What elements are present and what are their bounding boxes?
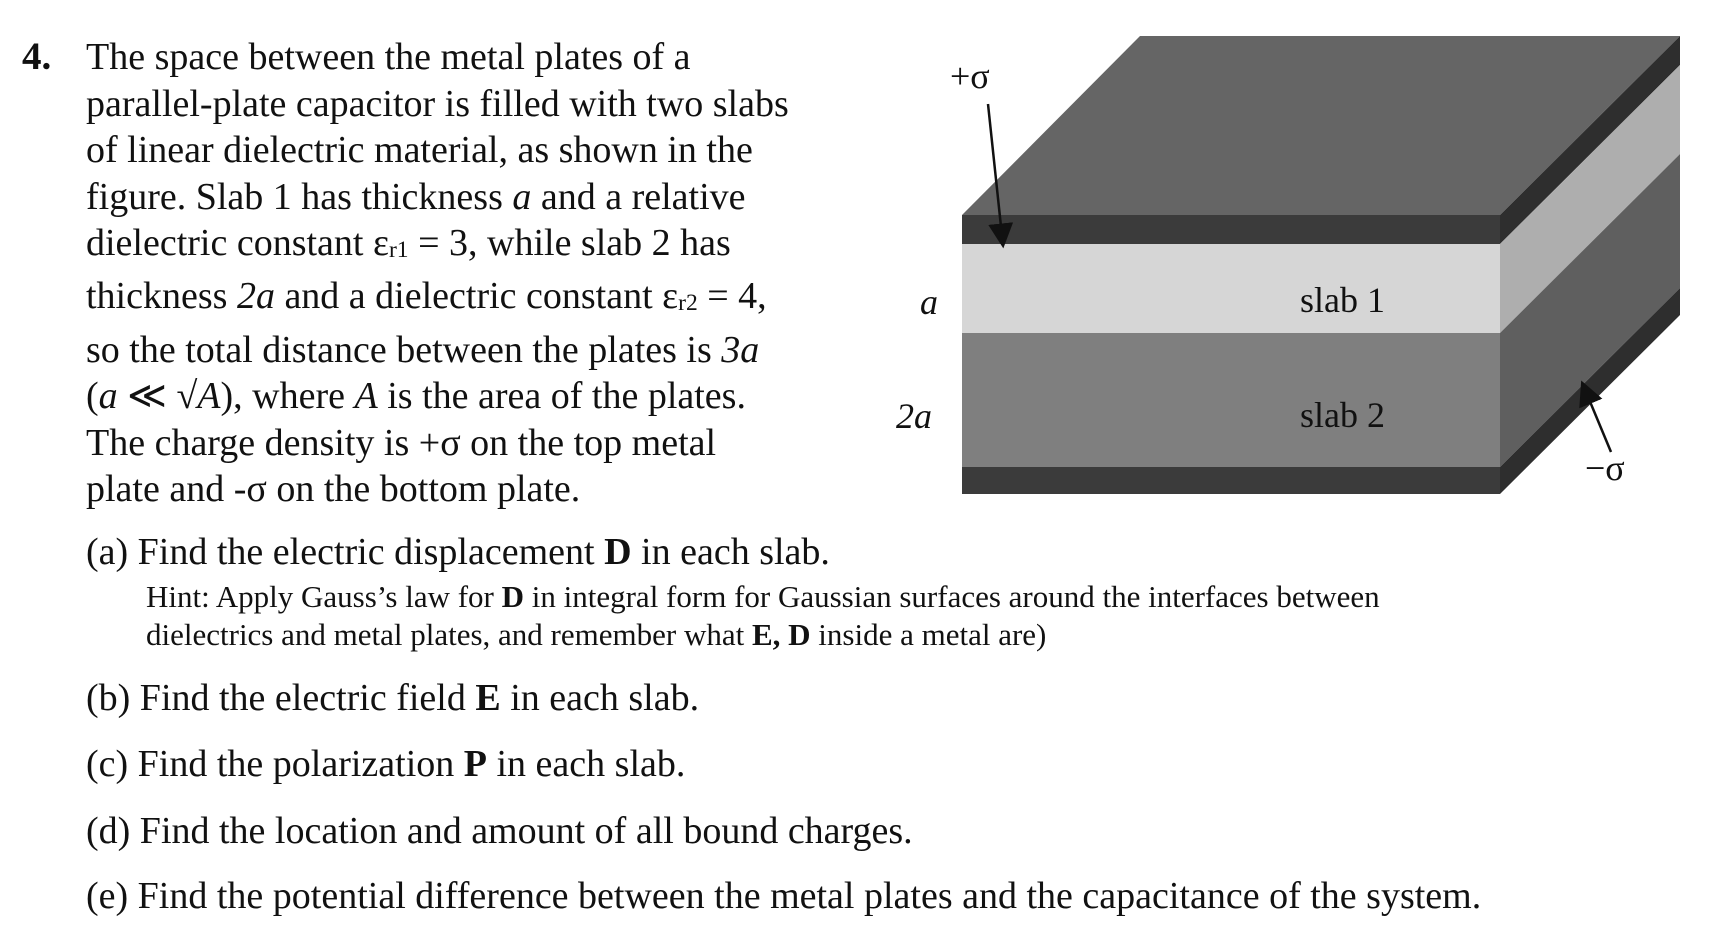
intro-line-2: parallel-plate capacitor is filled with two slabs bbox=[86, 82, 789, 125]
subscript-r1: r1 bbox=[388, 236, 409, 263]
hint-line-2-prefix: dielectrics and metal plates, and remember what bbox=[146, 617, 752, 652]
intro-line-1: The space between the metal plates of a bbox=[86, 36, 691, 78]
hint-line-2 bbox=[146, 616, 1380, 654]
thickness-2a-label: 2a bbox=[896, 396, 932, 436]
intro-line-5-text-a: dielectric constant ε bbox=[86, 222, 389, 264]
part-a-hint bbox=[146, 578, 1380, 654]
intro-line-6-text-c: = 4, bbox=[697, 275, 767, 318]
problem-number: 4. bbox=[22, 35, 52, 78]
part-b-suffix: in each slab. bbox=[500, 677, 700, 719]
part-d: (d) Find the location and amount of all bound charges. bbox=[86, 810, 913, 852]
slab2-label: slab 2 bbox=[1300, 395, 1385, 435]
much-less-sqrt: ≪ √ bbox=[117, 375, 198, 418]
subscript-r2: r2 bbox=[678, 290, 698, 317]
intro-var-A: A bbox=[354, 375, 378, 418]
part-a bbox=[86, 530, 830, 574]
intro-var-a-2: a bbox=[98, 375, 118, 418]
part-e: (e) Find the potential difference between the metal plates and the capacitance of the system. bbox=[86, 875, 1482, 917]
intro-line-4-text-b: and a relative bbox=[531, 175, 746, 218]
slab1-front bbox=[962, 244, 1500, 333]
slab2-front bbox=[962, 333, 1500, 467]
part-b-symbol: E bbox=[475, 677, 501, 719]
part-a-symbol: D bbox=[604, 531, 632, 573]
intro-var-a: a bbox=[512, 175, 532, 218]
part-a-suffix: in each slab. bbox=[631, 531, 830, 573]
intro-line-6-text-b: and a dielectric constant ε bbox=[274, 275, 679, 318]
intro-line-7-text: so the total distance between the plates is bbox=[86, 328, 722, 371]
part-c bbox=[86, 742, 685, 786]
top-plate-front bbox=[962, 215, 1500, 244]
part-c-suffix: in each slab. bbox=[487, 743, 686, 785]
paren-open: ( bbox=[86, 375, 99, 418]
hint-line-1-prefix: Hint: Apply Gauss’s law for bbox=[146, 579, 502, 614]
part-c-symbol: P bbox=[463, 743, 487, 785]
intro-var-2a: 2a bbox=[236, 275, 275, 318]
intro-line-4-text-a: figure. Slab 1 has thickness bbox=[86, 175, 513, 218]
bottom-plate-front bbox=[962, 467, 1500, 494]
intro-line-9: The charge density is +σ on the top metal bbox=[86, 421, 717, 464]
part-b bbox=[86, 676, 699, 720]
intro-line-8-text-b: is the area of the plates. bbox=[377, 375, 746, 418]
intro-line-8-text-a: ), where bbox=[220, 375, 355, 418]
bottom-charge-label: −σ bbox=[1585, 448, 1625, 488]
part-c-prefix: (c) Find the polarization bbox=[86, 743, 464, 785]
hint-line-1-symbol: D bbox=[501, 579, 525, 614]
hint-line-1 bbox=[146, 578, 1380, 616]
top-charge-label: +σ bbox=[950, 56, 990, 96]
intro-line-10: plate and -σ on the bottom plate. bbox=[86, 468, 581, 511]
part-a-prefix: (a) Find the electric displacement bbox=[86, 531, 605, 573]
slab1-label: slab 1 bbox=[1300, 280, 1385, 320]
intro-line-3: of linear dielectric material, as shown in the bbox=[86, 129, 753, 171]
part-b-prefix: (b) Find the electric field bbox=[86, 677, 476, 719]
sqrt-area-var: A bbox=[197, 375, 221, 418]
hint-line-2-suffix: inside a metal are) bbox=[810, 617, 1047, 652]
thickness-a-label: a bbox=[920, 282, 938, 322]
intro-var-3a: 3a bbox=[721, 328, 760, 371]
hint-line-1-suffix: in integral form for Gaussian surfaces around the interfaces between bbox=[524, 579, 1380, 614]
intro-line-5-text-b: = 3, while slab 2 has bbox=[408, 222, 731, 264]
hint-line-2-symbols: E, D bbox=[751, 617, 811, 652]
bottom-charge-arrow bbox=[1586, 392, 1611, 452]
intro-line-6-text-a: thickness bbox=[86, 275, 237, 318]
